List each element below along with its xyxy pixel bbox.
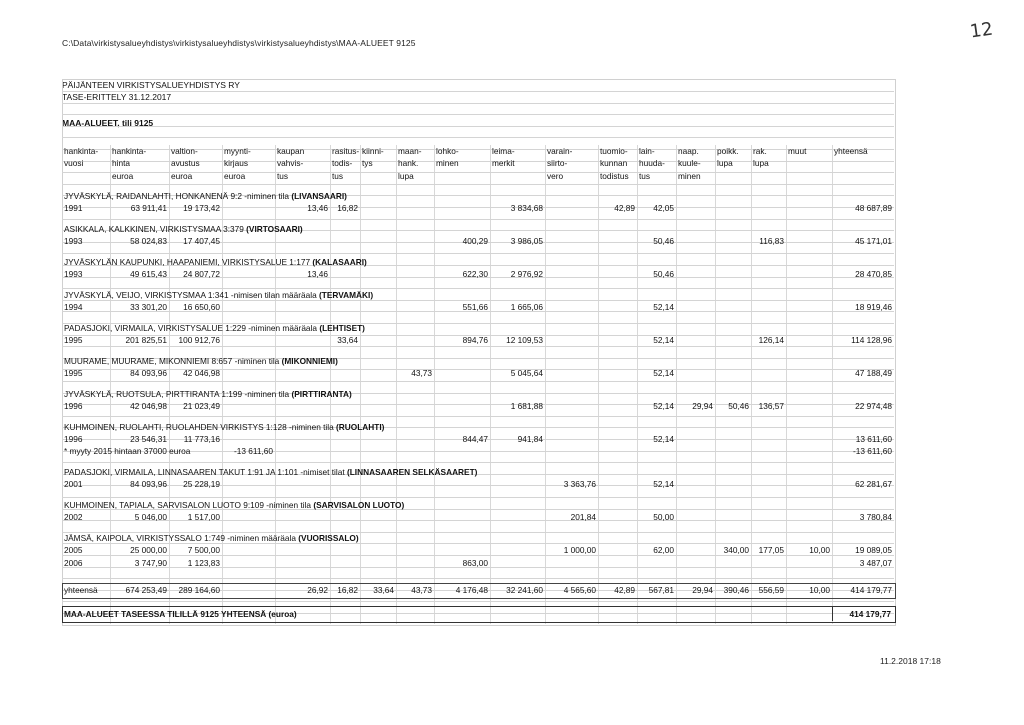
table-cell: 29,94 <box>692 401 713 412</box>
column-header: hinta <box>112 158 130 169</box>
table-cell: 100 912,76 <box>178 335 220 346</box>
column-header: rak. <box>753 146 767 156</box>
grid-hline <box>62 114 894 115</box>
table-cell: 567,81 <box>648 585 674 595</box>
parcel-location: JYVÄSKYLÄ, RAIDANLAHTI, HONKANENÄ 9:2 -niminen tila <box>64 191 292 201</box>
column-header: lupa <box>398 170 414 181</box>
row-label: 2002 <box>64 512 83 523</box>
table-cell: 400,29 <box>462 236 488 247</box>
table-cell: 674 253,49 <box>125 585 167 595</box>
parcel-location: PADASJOKI, VIRMAILA, VIRKISTYSALUE 1:229 -niminen määräala <box>64 323 320 333</box>
column-header: poikk. <box>717 146 739 156</box>
table-cell: 3 834,68 <box>510 203 543 214</box>
table-cell: 50,46 <box>653 269 674 280</box>
table-cell: 3 780,84 <box>859 512 892 523</box>
table-cell: 17 407,45 <box>183 236 220 247</box>
column-header: hankinta- <box>112 146 147 156</box>
row-label: 2006 <box>64 557 83 568</box>
table-cell: 42,89 <box>614 585 635 595</box>
parcel-title <box>64 499 404 512</box>
grid-vline <box>490 145 491 624</box>
grid-vline <box>676 145 677 624</box>
parcel-title <box>64 256 367 269</box>
column-header: lupa <box>753 158 769 169</box>
table-cell: 114 128,96 <box>851 335 892 346</box>
grid-vline <box>110 145 111 624</box>
column-header: yhteensä <box>834 146 868 156</box>
row-label: 1994 <box>64 302 83 313</box>
table-cell: 3 747,90 <box>134 557 167 568</box>
parcel-location: KUHMOINEN, RUOLAHTI, RUOLAHDEN VIRKISTYS 1:128 -niminen tila <box>64 422 337 432</box>
table-cell: -13 611,60 <box>852 446 892 457</box>
grid-vline <box>832 145 833 624</box>
parcel-location: ASIKKALA, KALKKINEN, VIRKISTYSMAA 3:379 <box>64 224 247 234</box>
table-cell: 52,14 <box>653 479 674 490</box>
table-cell: 13 611,60 <box>855 434 892 445</box>
table-cell: 10,00 <box>809 545 830 556</box>
table-cell: 33,64 <box>337 335 358 346</box>
column-header: avustus <box>171 158 200 169</box>
grand-total-label: MAA-ALUEET TASEESSA TILILLÄ 9125 YHTEENSÄ (euroa) <box>64 609 297 619</box>
parcel-title <box>64 388 352 401</box>
table-cell: 136,57 <box>758 401 784 412</box>
parcel-location: JYVÄSKYLÄ, VEIJO, VIRKISTYSMAA 1:341 -nimisen tilan määräala <box>64 290 320 300</box>
column-header: minen <box>678 170 701 181</box>
column-header: varain- <box>547 146 573 156</box>
column-header: kuule- <box>678 158 701 169</box>
table-cell: 42 046,98 <box>130 401 167 412</box>
parcel-name: (LEHTISET) <box>319 323 365 333</box>
table-cell: 16 650,60 <box>183 302 220 313</box>
table-cell: 52,14 <box>653 335 674 346</box>
column-header: myynti- <box>224 146 251 156</box>
parcel-name: (VUORISSALO) <box>298 533 359 544</box>
organization-name: PÄIJÄNTEEN VIRKISTYSALUEYHDISTYS RY <box>62 80 240 90</box>
parcel-title <box>64 421 384 434</box>
grid-vline <box>598 145 599 624</box>
table-cell: 13,46 <box>307 269 328 280</box>
grid-hline <box>62 462 894 463</box>
column-header: huuda- <box>639 158 665 169</box>
table-cell: 22 974,48 <box>855 401 892 412</box>
table-cell: 84 093,96 <box>130 368 167 379</box>
table-cell: 32 241,60 <box>506 585 543 595</box>
table-cell: 58 024,83 <box>130 236 167 247</box>
column-header: maan- <box>398 146 422 156</box>
table-cell: 3 363,76 <box>563 479 596 490</box>
column-header: euroa <box>112 170 134 181</box>
grid-vline <box>396 145 397 624</box>
table-cell: 25 000,00 <box>130 545 167 556</box>
grid-hline <box>62 91 894 92</box>
column-header: naap. <box>678 146 699 156</box>
column-header: lohko- <box>436 146 459 156</box>
table-cell: 1 000,00 <box>563 545 596 556</box>
parcel-name: (SARVISALON LUOTO) <box>313 500 405 511</box>
column-header: hankinta- <box>64 146 99 156</box>
grid-vline <box>751 145 752 624</box>
column-header: rasitus- <box>332 146 360 156</box>
row-label: 1996 <box>64 434 83 445</box>
column-header: euroa <box>171 170 193 181</box>
row-label: 2005 <box>64 545 83 556</box>
table-cell: 84 093,96 <box>130 479 167 490</box>
table-cell: 43,73 <box>411 585 432 595</box>
grand-total-divider <box>832 606 833 621</box>
column-header: kaupan <box>277 146 305 156</box>
table-cell: 5 045,64 <box>510 368 543 379</box>
table-cell: 126,14 <box>758 335 784 346</box>
column-header: todistus <box>600 170 629 181</box>
row-label: * myyty 2015 hintaan 37000 euroa <box>64 446 191 457</box>
table-cell: 177,05 <box>758 545 784 556</box>
table-cell: 52,14 <box>653 302 674 313</box>
table-cell: 622,30 <box>462 269 488 280</box>
parcel-name: (TERVAMÄKI) <box>319 290 374 300</box>
table-cell: 863,00 <box>462 557 488 568</box>
table-cell: 62,00 <box>653 545 674 556</box>
table-cell: 23 546,31 <box>130 434 167 445</box>
grid-hline <box>62 601 894 602</box>
table-cell: 19 173,42 <box>183 203 220 214</box>
table-cell: 201,84 <box>570 512 596 523</box>
grid-hline <box>62 497 894 498</box>
table-cell: 33,64 <box>373 585 394 595</box>
table-cell: 1 517,00 <box>187 512 220 523</box>
parcel-name: (VIRTOSAARI) <box>246 224 303 234</box>
row-label: 1993 <box>64 236 83 247</box>
grid-hline <box>62 103 894 104</box>
column-header: lupa <box>717 158 733 169</box>
table-cell: 201 825,51 <box>125 335 167 346</box>
row-label: 1995 <box>64 335 83 346</box>
table-cell: 50,46 <box>653 236 674 247</box>
table-cell: -13 611,60 <box>233 446 273 457</box>
grid-hline <box>62 219 894 220</box>
parcel-title <box>64 532 359 545</box>
grid-vline <box>330 145 331 624</box>
parcel-name: (LIVANSAARI) <box>291 191 347 201</box>
column-header: hank. <box>398 158 419 169</box>
parcel-name: (RUOLAHTI) <box>336 422 385 432</box>
grid-vline <box>169 145 170 624</box>
column-header: tuomio- <box>600 146 628 156</box>
grid-hline <box>62 184 894 185</box>
table-cell: 556,59 <box>758 585 784 595</box>
column-header: tus <box>332 170 344 181</box>
account-title: MAA-ALUEET, tili 9125 <box>62 118 154 128</box>
table-cell: 7 500,00 <box>187 545 220 556</box>
column-header: minen <box>436 158 459 169</box>
parcel-title <box>64 355 338 368</box>
table-cell: 5 046,00 <box>134 512 167 523</box>
parcel-name: (PIRTTIRANTA) <box>291 389 352 399</box>
row-label: 1995 <box>64 368 83 379</box>
row-label: 1993 <box>64 269 83 280</box>
table-cell: 42,05 <box>653 203 674 214</box>
parcel-title <box>64 322 365 335</box>
column-header: muut <box>788 146 807 156</box>
parcel-location: MUURAME, MUURAME, MIKONNIEMI 8:657 -niminen tila <box>64 356 282 366</box>
grid-vline <box>637 145 638 624</box>
column-header: vero <box>547 170 564 181</box>
table-cell: 4 176,48 <box>455 585 488 595</box>
table-cell: 24 807,72 <box>183 269 220 280</box>
parcel-name: (KALASAARI) <box>312 257 367 267</box>
table-cell: 52,14 <box>653 368 674 379</box>
report-title: TASE-ERITTELY 31.12.2017 <box>62 92 172 102</box>
table-cell: 26,92 <box>307 585 328 595</box>
parcel-title <box>64 190 347 203</box>
parcel-name: (LINNASAAREN SELKÄSAARET) <box>346 467 478 478</box>
grid-vline <box>545 145 546 624</box>
column-header: kirjaus <box>224 158 248 169</box>
grid-hline <box>62 253 894 254</box>
table-cell: 289 164,60 <box>178 585 220 595</box>
column-header: valtion- <box>171 146 198 156</box>
table-cell: 63 911,41 <box>130 203 167 214</box>
column-header: siirto- <box>547 158 568 169</box>
table-cell: 42,89 <box>614 203 635 214</box>
parcel-location: PADASJOKI, VIRMAILA, LINNASAAREN TAKUT 1:91 JA 1:101 -nimiset tilat <box>64 467 347 478</box>
table-cell: 62 281,67 <box>855 479 892 490</box>
table-cell: 3 986,05 <box>510 236 543 247</box>
table-cell: 50,00 <box>653 512 674 523</box>
row-label: 2001 <box>64 479 83 490</box>
table-cell: 340,00 <box>723 545 749 556</box>
table-cell: 116,83 <box>759 236 784 247</box>
table-cell: 47 188,49 <box>855 368 892 379</box>
parcel-location: JÄMSÄ, KAIPOLA, VIRKISTYSSALO 1:749 -niminen määräala <box>64 533 299 544</box>
row-label: 1996 <box>64 401 83 412</box>
grid-hline <box>62 137 894 138</box>
table-cell: 50,46 <box>728 401 749 412</box>
handwritten-page-number: 12 <box>968 18 995 43</box>
parcel-location: KUHMOINEN, TAPIALA, SARVISALON LUOTO 9:109 -niminen tila <box>64 500 314 511</box>
table-cell: 414 179,77 <box>850 585 892 595</box>
grid-vline <box>715 145 716 624</box>
table-cell: 49 615,43 <box>130 269 167 280</box>
grid-vline <box>434 145 435 624</box>
parcel-location: JYVÄSKYLÄ, RUOTSULA, PIRTTIRANTA 1:199 -niminen tila <box>64 389 292 399</box>
table-cell: 3 487,07 <box>859 557 892 568</box>
row-label: yhteensä <box>64 585 98 595</box>
table-cell: 33 301,20 <box>130 302 167 313</box>
table-cell: 1 123,83 <box>187 557 220 568</box>
print-timestamp: 11.2.2018 17:18 <box>880 656 941 666</box>
table-cell: 844,47 <box>462 434 488 445</box>
table-cell: 29,94 <box>692 585 713 595</box>
column-header: tus <box>277 170 289 181</box>
parcel-location: JYVÄSKYLÄN KAUPUNKI, HAAPANIEMI, VIRKISTYSALUE 1:177 <box>64 257 313 267</box>
grid-hline <box>62 381 894 382</box>
column-header: vuosi <box>64 158 84 169</box>
column-header: lain- <box>639 146 655 156</box>
column-header: kiinni- <box>362 146 384 156</box>
column-header: todis- <box>332 158 353 169</box>
table-cell: 52,14 <box>653 434 674 445</box>
table-cell: 1 665,06 <box>510 302 543 313</box>
column-header: tus <box>639 170 651 181</box>
table-cell: 894,76 <box>462 335 488 346</box>
column-header: merkit <box>492 158 515 169</box>
grid-hline <box>62 578 894 579</box>
parcel-title <box>64 223 303 236</box>
table-cell: 390,46 <box>723 585 749 595</box>
table-cell: 19 089,05 <box>855 545 892 556</box>
grid-hline <box>62 126 894 127</box>
table-cell: 43,73 <box>411 368 432 379</box>
table-cell: 11 773,16 <box>183 434 220 445</box>
parcel-title <box>64 289 373 302</box>
table-cell: 45 171,01 <box>855 236 892 247</box>
column-header: euroa <box>224 170 246 181</box>
table-cell: 551,66 <box>462 302 488 313</box>
table-cell: 25 228,19 <box>183 479 220 490</box>
grid-vline <box>222 145 223 624</box>
table-cell: 4 565,60 <box>563 585 596 595</box>
column-header: vahvis- <box>277 158 304 169</box>
row-label: 1991 <box>64 203 83 214</box>
table-cell: 12 109,53 <box>506 335 543 346</box>
table-cell: 28 470,85 <box>855 269 892 280</box>
parcel-title <box>64 466 477 479</box>
table-cell: 52,14 <box>653 401 674 412</box>
column-header: leima- <box>492 146 515 156</box>
table-cell: 1 681,88 <box>510 401 543 412</box>
grid-hline <box>62 416 894 417</box>
table-cell: 13,46 <box>307 203 328 214</box>
table-cell: 10,00 <box>809 585 830 595</box>
parcel-name: (MIKONNIEMI) <box>281 356 338 366</box>
table-cell: 21 023,49 <box>183 401 220 412</box>
table-cell: 16,82 <box>337 585 358 595</box>
table-cell: 42 046,98 <box>183 368 220 379</box>
table-cell: 48 687,89 <box>855 203 892 214</box>
grid-vline <box>275 145 276 624</box>
column-header: kunnan <box>600 158 628 169</box>
grid-vline <box>786 145 787 624</box>
grid-vline <box>360 145 361 624</box>
grand-total-value: 414 179,77 <box>849 609 891 619</box>
file-path: C:\Data\virkistysalueyhdistys\virkistysalueyhdistys\virkistysalueyhdistys\MAA-ALUEET 9125 <box>62 38 416 48</box>
table-cell: 18 919,46 <box>855 302 892 313</box>
table-cell: 2 976,92 <box>510 269 543 280</box>
table-cell: 941,84 <box>517 434 543 445</box>
column-header: tys <box>362 158 373 169</box>
table-cell: 16,82 <box>337 203 358 214</box>
